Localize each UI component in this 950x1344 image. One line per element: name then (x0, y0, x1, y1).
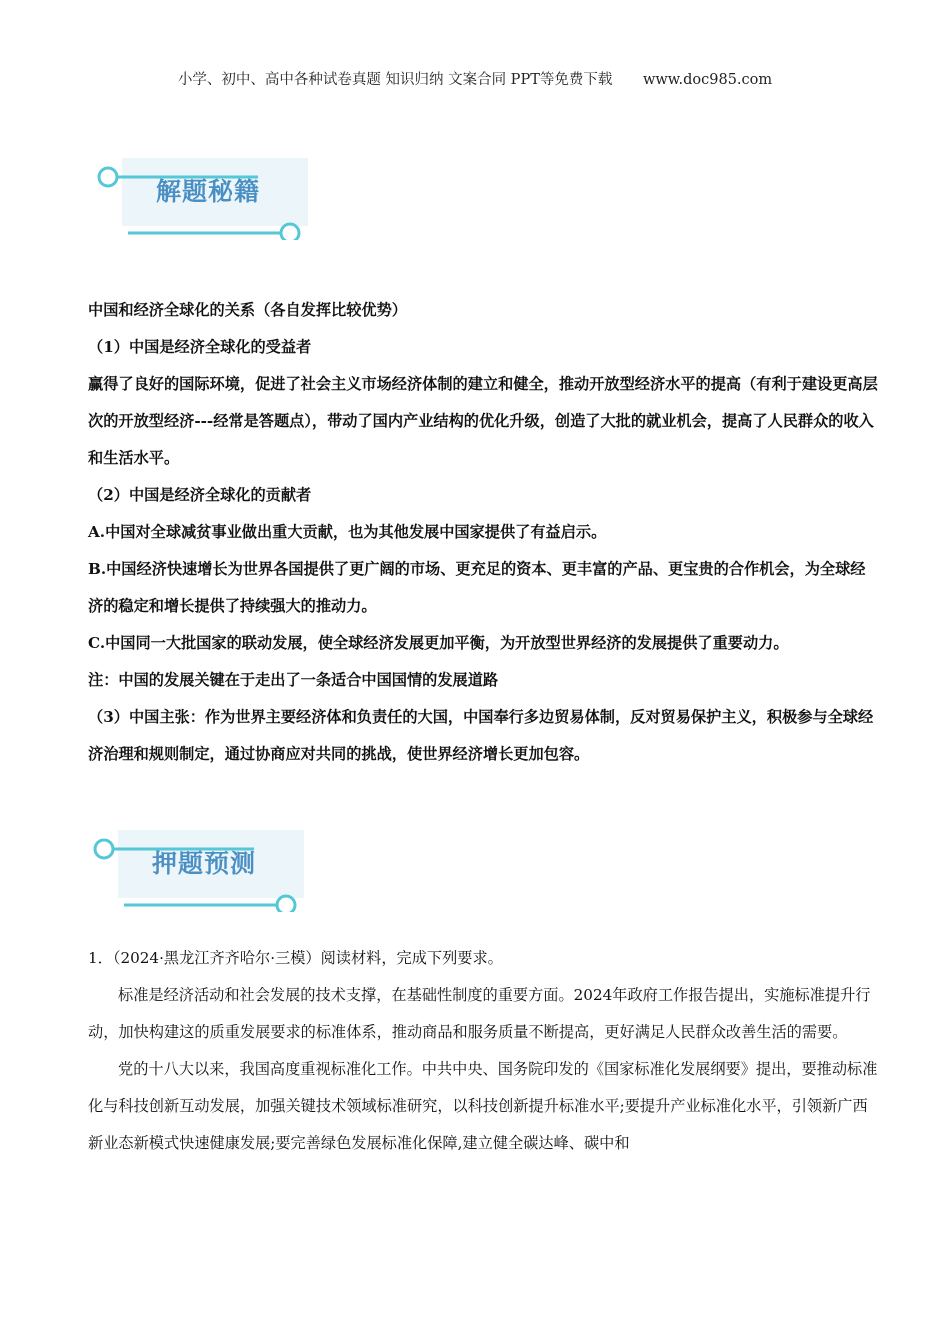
tips-note: 注：中国的发展关键在于走出了一条适合中国国情的发展道路 (88, 671, 499, 689)
tips-point-2-a: A.中国对全球减贫事业做出重大贡献，也为其他发展中国家提供了有益启示。 (88, 523, 607, 541)
page-header (0, 68, 950, 89)
question-section (88, 940, 878, 1162)
tips-section (88, 292, 878, 773)
banner-title: 押题预测 (151, 849, 256, 878)
header-site-link[interactable]: www.doc985.com (642, 72, 773, 88)
tips-point-2-title: （2）中国是经济全球化的贡献者 (88, 486, 312, 504)
section-banner-tips (88, 150, 318, 240)
tips-point-1-title: （1）中国是经济全球化的受益者 (88, 338, 312, 356)
tips-point-1-body: 赢得了良好的国际环境，促进了社会主义市场经济体制的建立和健全，推动开放型经济水平的提高（有利于建设更高层次的开放型经济---经常是答题点），带动了国内产业结构的优化升级，创造了大批的就业机会，提高了人民群众的收入和生活水平。 (88, 375, 878, 467)
question-paragraph-2: 党的十八大以来，我国高度重视标准化工作。中共中央、国务院印发的《国家标准化发展纲要》提出，要推动标准化与科技创新互动发展，加强关键技术领域标准研究，以科技创新提升标准水平;要提升产业标准化水平，引领新广西新业态新模式快速健康发展;要完善绿色发展标准化保障,建立健全碳达峰、碳中和 (88, 1060, 878, 1152)
question-paragraph-1: 标准是经济活动和社会发展的技术支撑，在基础性制度的重要方面。2024年政府工作报告提出，实施标准提升行动，加快构建这的质重发展要求的标准体系，推动商品和服务质量不断提高，更好满足人民群众改善生活的需要。 (88, 986, 871, 1041)
tips-point-3: （3）中国主张：作为世界主要经济体和负责任的大国，中国奉行多边贸易体制，反对贸易保护主义，积极参与全球经济治理和规则制定，通过协商应对共同的挑战，使世界经济增长更加包容。 (88, 708, 874, 763)
banner-title: 解题秘籍 (155, 177, 260, 206)
header-text: 小学、初中、高中各种试卷真题 知识归纳 文案合同 PPT等免费下载 (177, 72, 613, 88)
tips-point-2-b: B.中国经济快速增长为世界各国提供了更广阔的市场、更充足的资本、更丰富的产品、更宝贵的合作机会，为全球经济的稳定和增长提供了持续强大的推动力。 (88, 560, 866, 615)
tips-point-2-c: C.中国同一大批国家的联动发展，使全球经济发展更加平衡，为开放型世界经济的发展提供了重要动力。 (88, 634, 789, 652)
question-intro: 1．（2024·黑龙江齐齐哈尔·三模）阅读材料，完成下列要求。 (88, 949, 503, 967)
tips-heading: 中国和经济全球化的关系（各自发挥比较优势） (88, 301, 407, 319)
section-banner-predict (84, 822, 314, 912)
